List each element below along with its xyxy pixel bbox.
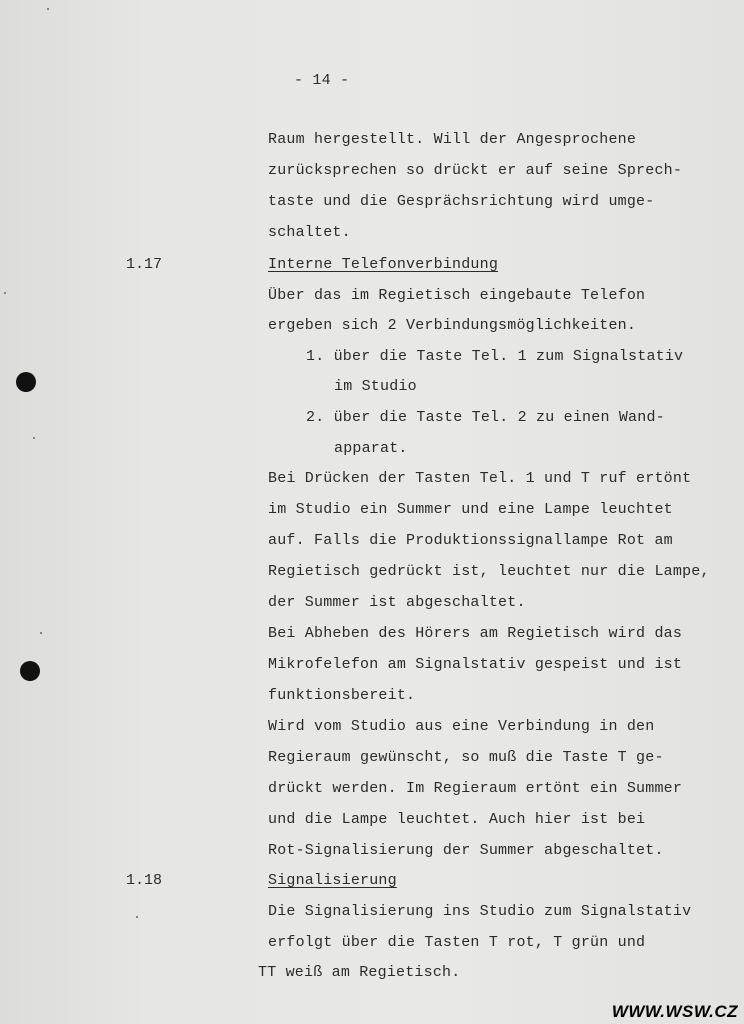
text-line: Mikrofelefon am Signalstativ gespeist und ist xyxy=(268,656,683,673)
text-line: der Summer ist abgeschaltet. xyxy=(268,594,526,611)
text-line: Die Signalisierung ins Studio zum Signalstativ xyxy=(268,903,692,920)
section-number: 1.17 xyxy=(126,256,163,273)
text-line: Wird vom Studio aus eine Verbindung in den xyxy=(268,718,655,735)
speck xyxy=(4,292,6,294)
text-line: Rot-Signalisierung der Summer abgeschaltet. xyxy=(268,842,664,859)
text-line: und die Lampe leuchtet. Auch hier ist bei xyxy=(268,811,646,828)
text-line: im Studio ein Summer und eine Lampe leuchtet xyxy=(268,501,673,518)
text-line: funktionsbereit. xyxy=(268,687,416,704)
speck xyxy=(47,8,49,10)
text-line: Regietisch gedrückt ist, leuchtet nur die Lampe, xyxy=(268,563,710,580)
watermark: WWW.WSW.CZ xyxy=(611,1002,738,1021)
list-item-continuation: im Studio xyxy=(334,378,417,395)
punch-hole-icon xyxy=(20,661,40,681)
section-number: 1.18 xyxy=(126,872,163,889)
text-line: Regieraum gewünscht, so muß die Taste T ge- xyxy=(268,749,664,766)
punch-hole-icon xyxy=(16,372,36,392)
text-line: Bei Abheben des Hörers am Regietisch wird das xyxy=(268,625,683,642)
text-line: Bei Drücken der Tasten Tel. 1 und T ruf ertönt xyxy=(268,470,692,487)
section-heading: Interne Telefonverbindung xyxy=(268,256,499,273)
speck xyxy=(40,632,42,634)
text-line: Über das im Regietisch eingebaute Telefon xyxy=(268,287,646,304)
text-line: erfolgt über die Tasten T rot, T grün und xyxy=(268,934,646,951)
list-item-continuation: apparat. xyxy=(334,440,408,457)
list-item: 1. über die Taste Tel. 1 zum Signalstativ xyxy=(306,348,684,365)
speck xyxy=(33,437,35,439)
text-line: schaltet. xyxy=(268,224,351,241)
text-line: TT weiß am Regietisch. xyxy=(258,964,461,981)
speck xyxy=(136,916,138,918)
text-line: taste und die Gesprächsrichtung wird umge- xyxy=(268,193,655,210)
text-line: auf. Falls die Produktionssignallampe Rot am xyxy=(268,532,673,549)
text-line: zurücksprechen so drückt er auf seine Sprech- xyxy=(268,162,683,179)
section-heading: Signalisierung xyxy=(268,872,397,889)
text-line: Raum hergestellt. Will der Angesprochene xyxy=(268,131,637,148)
text-line: drückt werden. Im Regieraum ertönt ein Summer xyxy=(268,780,683,797)
page-number: - 14 - xyxy=(294,72,350,89)
text-line: ergeben sich 2 Verbindungsmöglichkeiten. xyxy=(268,317,637,334)
list-item: 2. über die Taste Tel. 2 zu einen Wand- xyxy=(306,409,665,426)
